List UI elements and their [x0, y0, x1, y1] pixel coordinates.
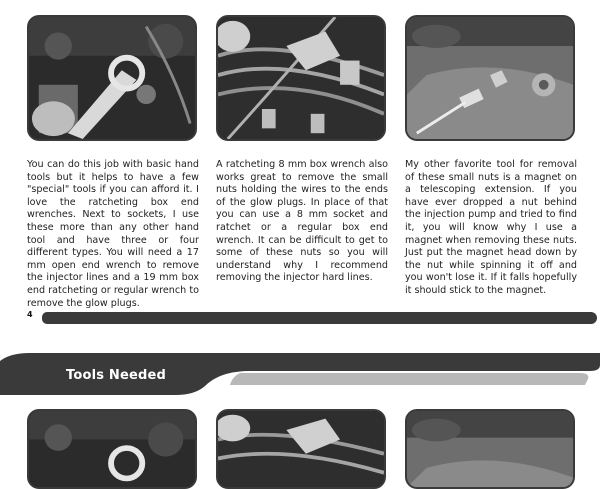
photo-ratcheting-wrench: [27, 15, 197, 141]
photo-wires-glow-plugs-repeat: [216, 409, 386, 489]
page-number: 4: [27, 310, 33, 319]
photo-magnet-nut-repeat: [405, 409, 575, 489]
photo-ratcheting-wrench-repeat: [27, 409, 197, 489]
engine-wrench-image: [29, 411, 195, 487]
photo-wires-glow-plugs: [216, 15, 386, 141]
injector-lines-image: [218, 17, 384, 139]
text-column-3: My other favorite tool for removal of these small nuts is a magnet on a telescoping extension. If you have ever dropped a nut behind the injection pump and tried to find it, you will know why I use a magnet when removing these nuts. Just put the magnet head down by the nut while spinning it off and you won't lose it. If it falls hopefully it should stick to the magnet.: [405, 159, 577, 296]
photo-magnet-nut: [405, 15, 575, 141]
magnet-image: [407, 411, 573, 487]
text-column-2: A ratcheting 8 mm box wrench also works great to remove the small nuts holding the wires to the ends of the glow plugs. In place of that you can use a 8 mm socket and ratchet or a regular box end wrench. It can be difficult to get to some of these nuts so you will understand why I recommend removing the injector hard lines.: [216, 159, 388, 284]
injector-lines-image: [218, 411, 384, 487]
section-title: Tools Needed: [66, 368, 167, 383]
footer-bar: [42, 312, 597, 324]
text-column-1: You can do this job with basic hand tools but it helps to have a few "special" tools if you can afford it. I love the ratcheting box end wrenches. Next to sockets, I use these more than any other hand tool and have three or four different types. You will need a 17 mm open end wrench to remove the injector lines and a 19 mm box end ratcheting or regular wrench to remove the glow plugs.: [27, 159, 199, 309]
engine-wrench-image: [29, 17, 195, 139]
magnet-image: [407, 17, 573, 139]
